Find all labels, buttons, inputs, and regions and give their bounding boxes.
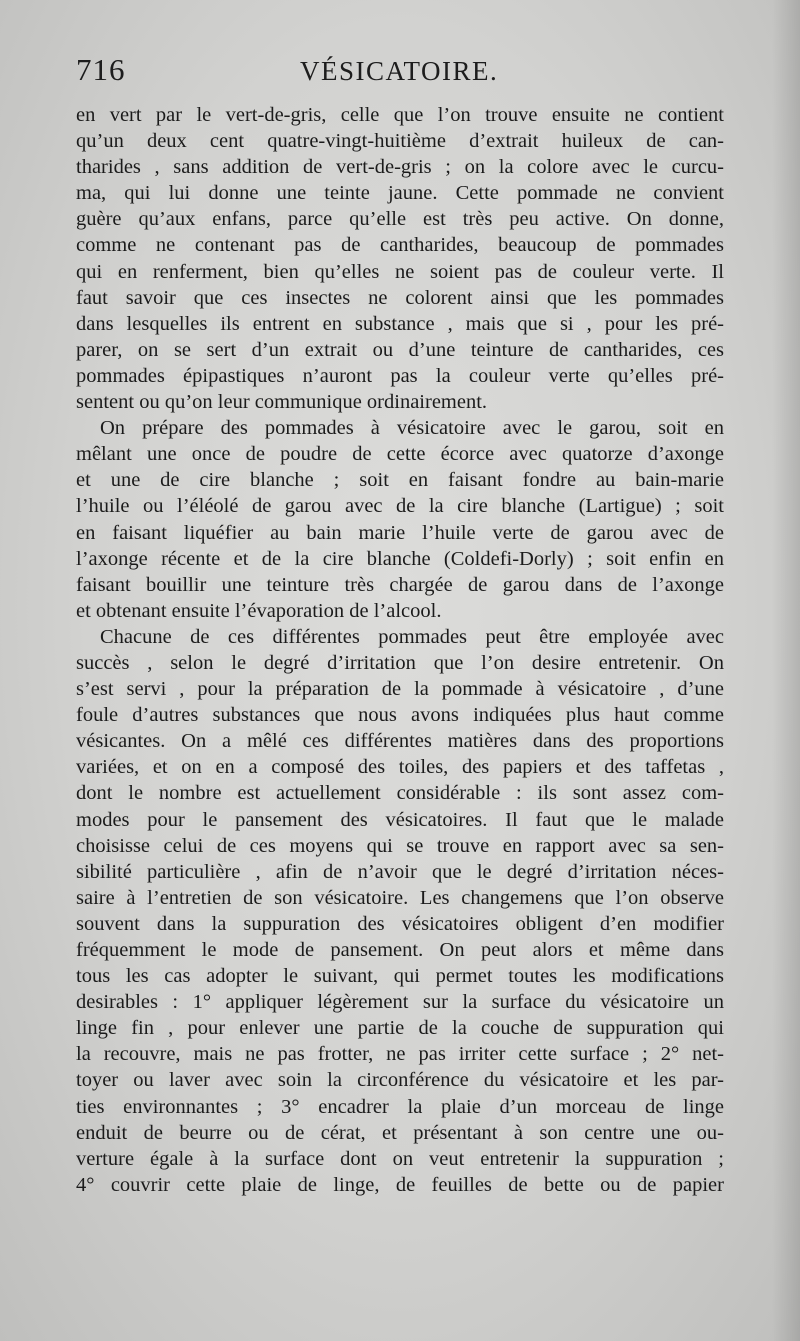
text-line: sibilité particulière , afin de n’avoir que le degré d’irritation néces- [76,860,724,883]
text-line: tharides , sans addition de vert-de-gris ; on la colore avec le curcu- [76,156,724,179]
running-title: VÉSICATOIRE. [300,56,499,86]
text-line: l’huile ou l’éléolé de garou avec de la cire blanche (Lartigue) ; soit [76,495,724,518]
text-line: linge fin , pour enlever une partie de la couche de suppuration qui [76,1017,724,1040]
text-line: On prépare des pommades à vésicatoire avec le garou, soit en [100,417,724,440]
text-line: vésicantes. On a mêlé ces différentes matières dans des proportions [76,730,724,753]
text-line: souvent dans la suppuration des vésicatoires obligent d’en modifier [76,912,724,935]
text-line: foule d’autres substances que nous avons indiquées plus haut comme [76,704,724,727]
text-line: qu’un deux cent quatre-vingt-huitième d’extrait huileux de can- [76,130,724,153]
text-line: toyer ou laver avec soin la circonférence du vésicatoire et les par- [76,1069,724,1092]
paragraph [76,415,724,624]
text-line: guère qu’aux enfans, parce qu’elle est très peu active. On donne, [76,208,724,231]
text-line: s’est servi , pour la préparation de la pommade à vésicatoire , d’une [76,678,724,701]
text-line: l’axonge récente et de la cire blanche (Coldefi-Dorly) ; soit enfin en [76,547,724,570]
body-text [76,102,724,1198]
text-line: dans lesquelles ils entrent en substance , mais que si , pour les pré- [76,312,724,335]
text-line: en vert par le vert-de-gris, celle que l’on trouve ensuite ne contient [76,104,724,126]
text-line: et une de cire blanche ; soit en faisant fondre au bain-marie [76,469,724,492]
page-number: 716 [76,52,126,87]
text-line: faisant bouillir une teinture très chargée de garou dans de l’axonge [76,573,724,596]
text-line: desirables : 1° appliquer légèrement sur la surface du vésicatoire un [76,991,724,1014]
text-line: comme ne contenant pas de cantharides, beaucoup de pommades [76,234,724,257]
text-line: saire à l’entretien de son vésicatoire. Les changemens que l’on observe [76,886,724,909]
page-header [76,52,726,96]
text-line: ties environnantes ; 3° encadrer la plaie d’un morceau de linge [76,1095,724,1118]
text-line: verture égale à la surface dont on veut entretenir la suppuration ; [76,1147,724,1170]
text-line: en faisant liquéfier au bain marie l’huile verte de garou avec de [76,521,724,544]
text-line: modes pour le pansement des vésicatoires. Il faut que le malade [76,808,724,831]
text-line: la recouvre, mais ne pas frotter, ne pas irriter cette surface ; 2° net- [76,1043,724,1066]
paragraph [76,624,724,1198]
text-line: mêlant une once de poudre de cette écorce avec quatorze d’axonge [76,443,724,466]
text-line: succès , selon le degré d’irritation que l’on desire entretenir. On [76,651,724,674]
text-line: enduit de beurre ou de cérat, et présentant à son centre une ou- [76,1121,724,1144]
text-line: variées, et on en a composé des toiles, des papiers et des taffetas , [76,756,724,779]
text-line: sentent ou qu’on leur communique ordinairement. [76,391,488,414]
page-edge-shadow [772,0,800,1341]
text-line: 4° couvrir cette plaie de linge, de feuilles de bette ou de papier [76,1173,724,1196]
text-line: qui en renferment, bien qu’elles ne soient pas de couleur verte. Il [76,260,724,283]
text-line: pommades épipastiques n’auront pas la couleur verte qu’elles pré- [76,364,724,387]
text-line: ma, qui lui donne une teinte jaune. Cette pommade ne convient [76,182,724,205]
text-line: et obtenant ensuite l’évaporation de l’alcool. [76,599,442,622]
text-line: choisisse celui de ces moyens qui se trouve en rapport avec sa sen- [76,834,724,857]
text-line: Chacune de ces différentes pommades peut être employée avec [100,625,724,648]
text-line: faut savoir que ces insectes ne colorent ainsi que les pommades [76,286,724,309]
text-line: dont le nombre est actuellement considérable : ils sont assez com- [76,782,724,805]
paragraph [76,102,724,415]
text-line: tous les cas adopter le suivant, qui permet toutes les modifications [76,965,724,988]
text-line: parer, on se sert d’un extrait ou d’une teinture de cantharides, ces [76,338,724,361]
text-line: fréquemment le mode de pansement. On peut alors et même dans [76,939,724,961]
